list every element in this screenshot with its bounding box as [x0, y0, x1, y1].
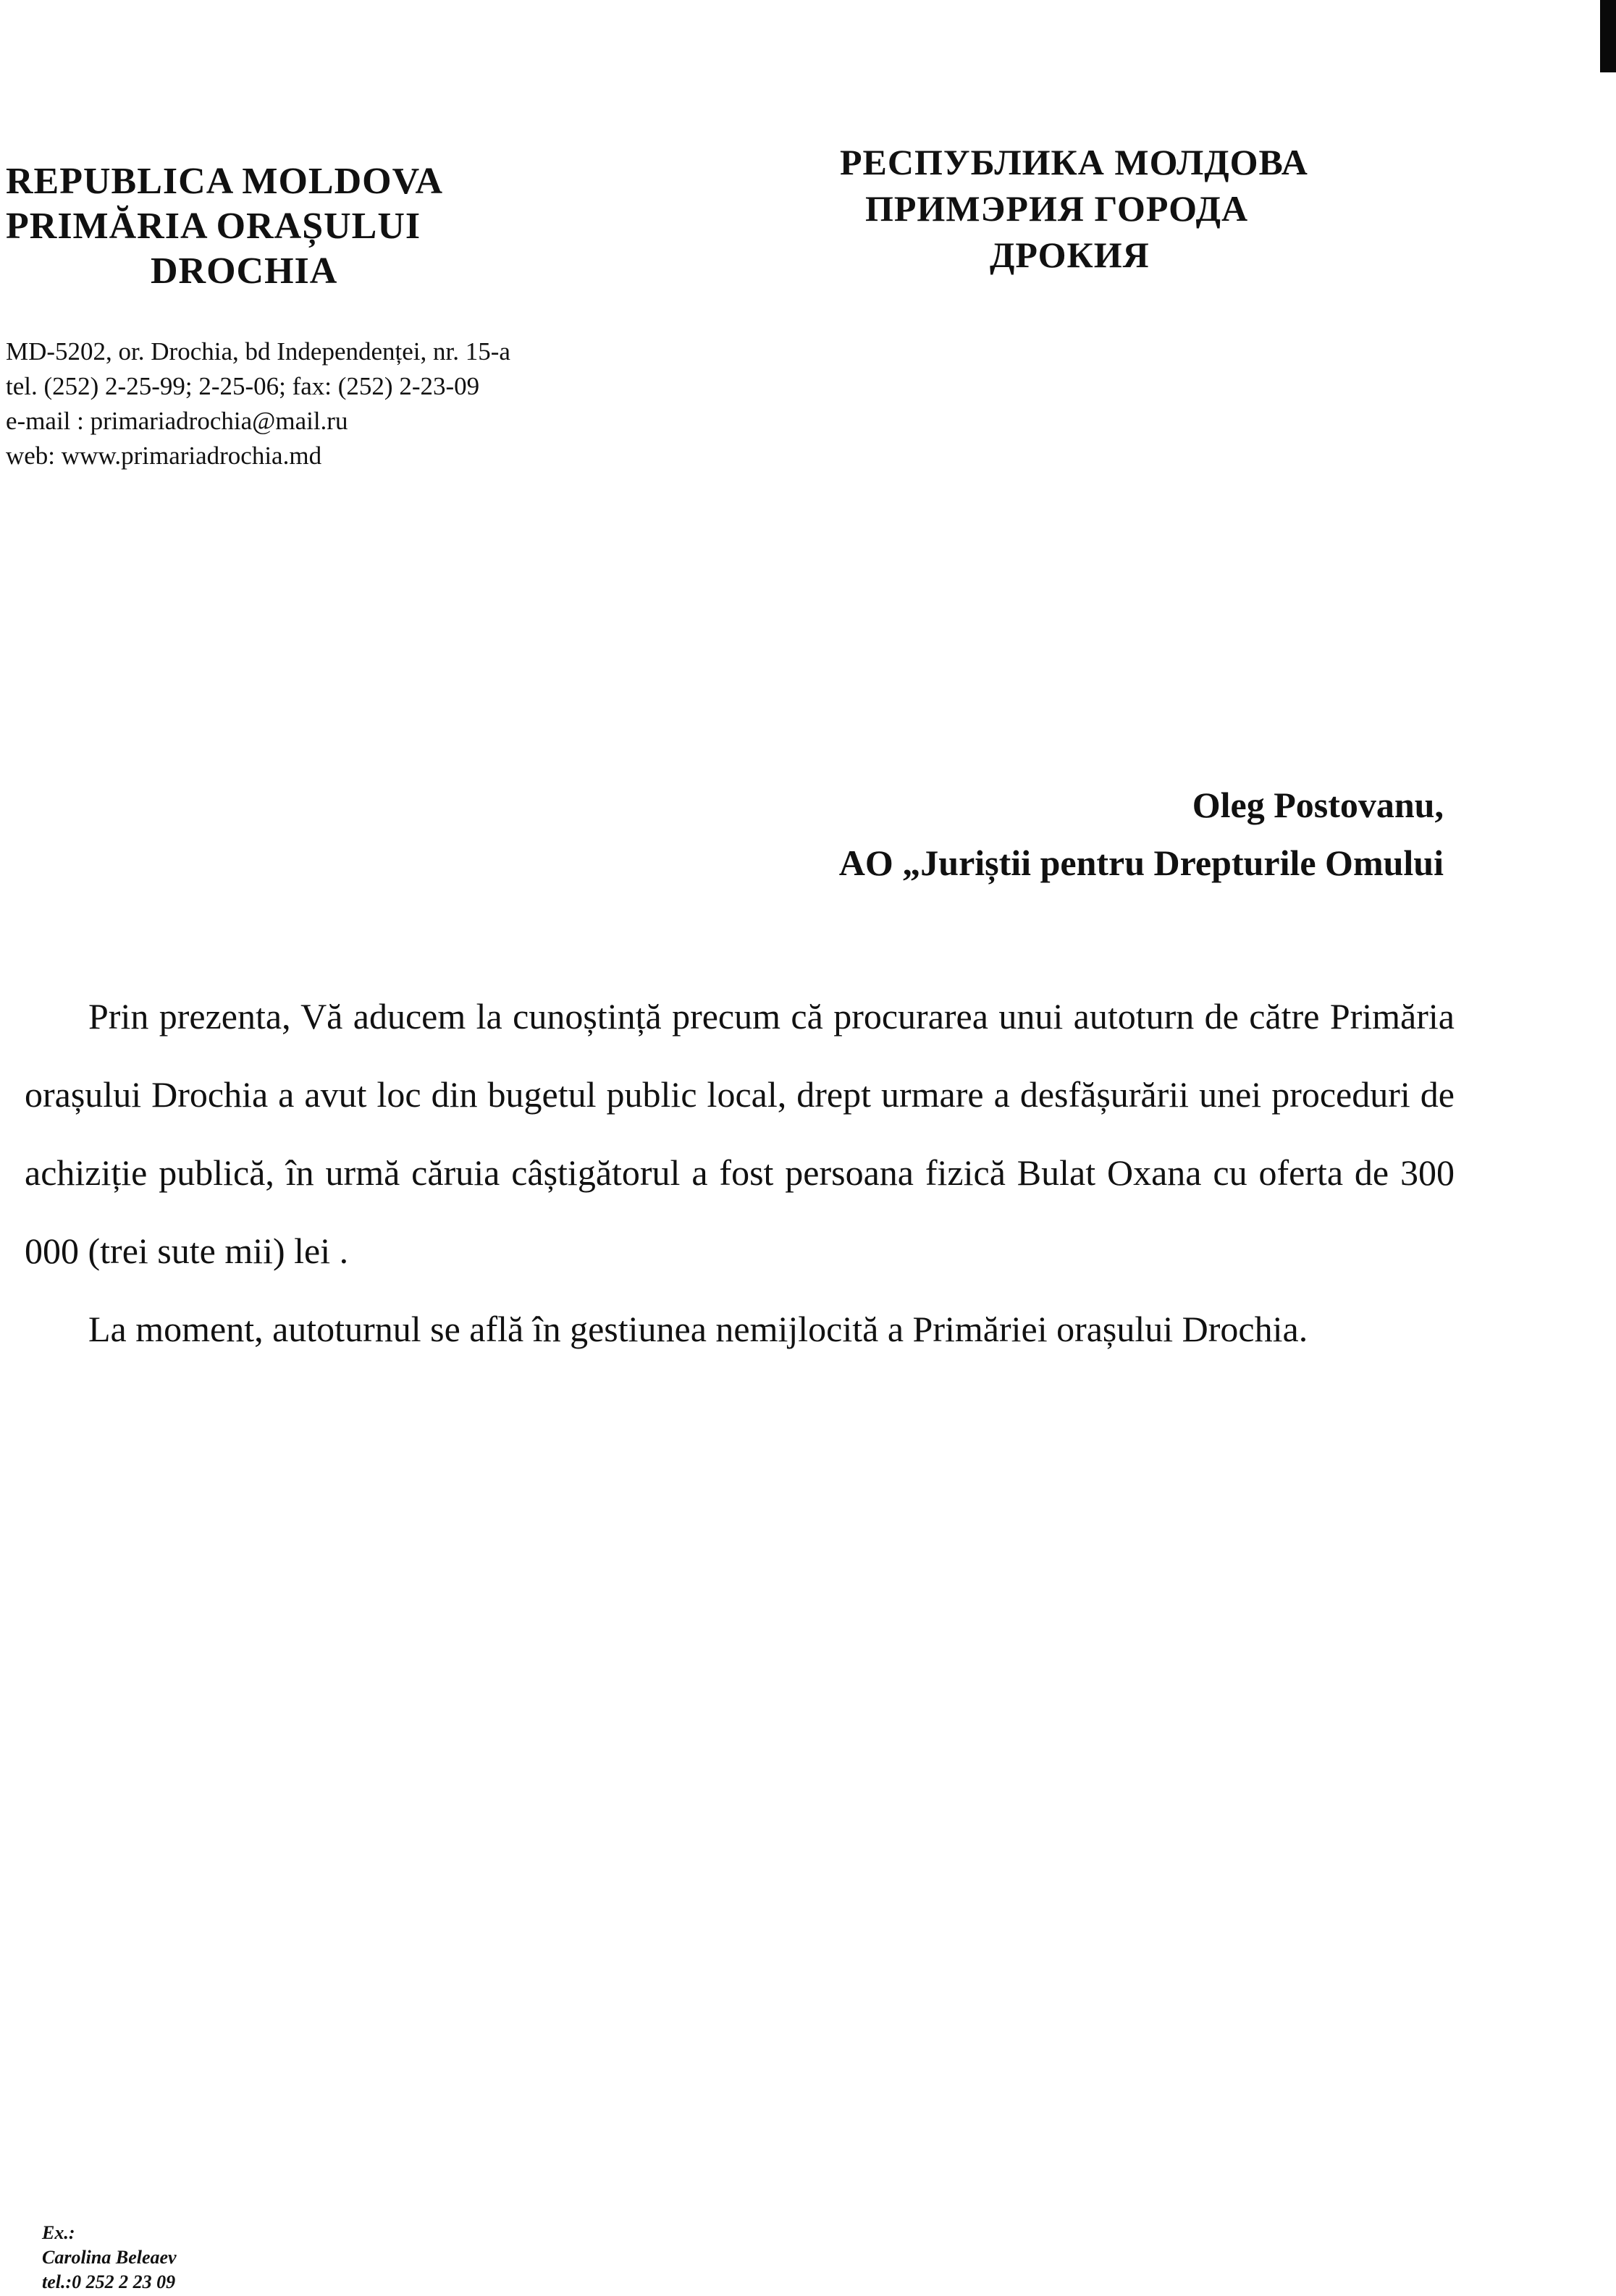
footer-executor-phone: tel.:0 252 2 23 09 [42, 2271, 176, 2292]
body-paragraph-2: La moment, autoturnul se află în gestiunea nemijlocită a Primăriei orașului Drochia. [88, 1309, 1308, 1349]
addressee-block [839, 776, 1444, 892]
contact-address: MD-5202, or. Drochia, bd Independenței, nr. 15-a [6, 337, 510, 366]
scan-edge-mark [1600, 0, 1616, 72]
header-right-line-3: ДРОКИЯ [990, 235, 1150, 275]
addressee-name: Oleg Postovanu, [1192, 785, 1444, 825]
footer-label: Ex.: [42, 2222, 75, 2243]
executor-footer [42, 2221, 177, 2295]
contact-email: e-mail : primariadrochia@mail.ru [6, 407, 348, 435]
header-right-line-2: ПРИМЭРИЯ ГОРОДА [865, 188, 1249, 229]
header-right-russian [840, 139, 1434, 278]
addressee-organization: AO „Juriștii pentru Drepturile Omului [838, 843, 1444, 883]
body-paragraph-1: Prin prezenta, Vă aducem la cunoștință precum că procurarea unui autoturn de către Primăria orașului Drochia a avut loc din bugetul public local, drept urmare a desfășurării unei proceduri de achiziție publică, în urmă căruia câștigătorul a fost persoana fizică Bulat Oxana cu oferta de 300 000 (trei sute mii) lei . [25, 996, 1455, 1271]
footer-executor-name: Carolina Beleaev [42, 2247, 177, 2268]
contact-phone: tel. (252) 2-25-99; 2-25-06; fax: (252) 2-23-09 [6, 372, 480, 400]
header-left-line-2: PRIMĂRIA ORAȘULUI [6, 206, 421, 247]
header-right-line-1: РЕСПУБЛИКА МОЛДОВА [840, 142, 1308, 182]
header-left-line-1: REPUBLICA MOLDOVA [6, 161, 444, 202]
letter-body [25, 977, 1455, 1368]
header-left-line-3: DROCHIA [151, 250, 338, 292]
contact-block [6, 334, 510, 473]
header-left-romanian [6, 159, 556, 294]
contact-web: web: www.primariadrochia.md [6, 442, 322, 470]
